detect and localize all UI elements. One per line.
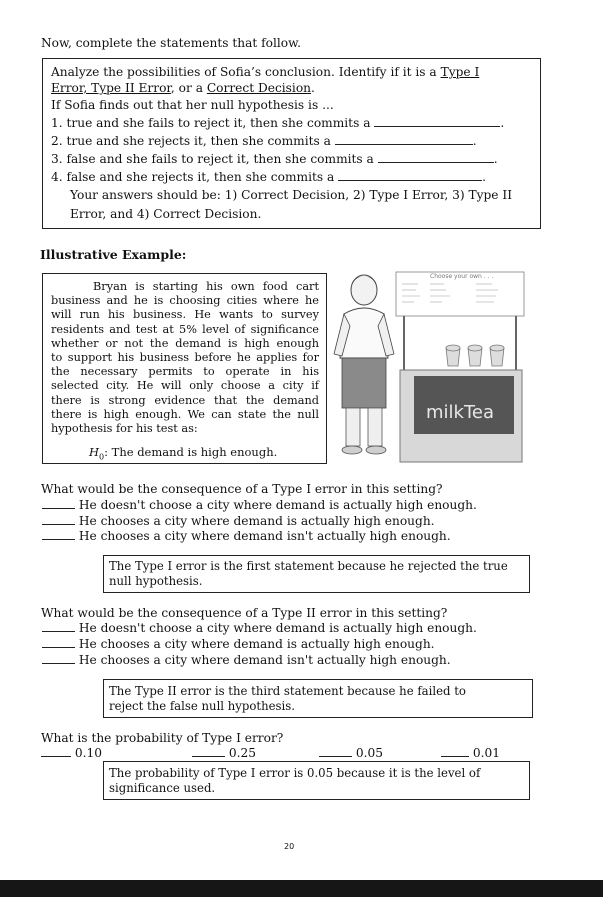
paragraph-line: selected city. He will only choose a city if: [51, 379, 319, 393]
task-line-2: Error, Type II Error, or a Correct Decision.: [51, 81, 315, 95]
answer-blank[interactable]: [192, 746, 225, 757]
task-item-1: 1. true and she fails to reject it, then she commits a .: [51, 116, 505, 130]
example-paragraph: [51, 280, 319, 436]
answer-blank[interactable]: [319, 746, 352, 757]
q3-answer-line-2: significance used.: [109, 781, 216, 795]
answer-note-line-2: Error, and 4) Correct Decision.: [70, 207, 262, 221]
task-item-3: 3. false and she fails to reject it, then she commits a .: [51, 152, 498, 166]
q2-option-1: He doesn't choose a city where demand is actually high enough.: [42, 621, 477, 636]
answer-note-line-1: Your answers should be: 1) Correct Decision, 2) Type I Error, 3) Type II: [70, 188, 513, 202]
example-heading: Illustrative Example:: [40, 247, 187, 262]
q1-option-3: He chooses a city where demand isn't actually high enough.: [42, 529, 451, 544]
answer-blank[interactable]: [378, 152, 494, 163]
task-line-1: Analyze the possibilities of Sofia’s conclusion. Identify if it is a Type I: [51, 65, 480, 79]
q2-question: What would be the consequence of a Type II error in this setting?: [41, 606, 448, 620]
brand-logo: milkTea: [426, 402, 495, 423]
q2-option-3: He chooses a city where demand isn't actually high enough.: [42, 653, 451, 668]
q1-question: What would be the consequence of a Type I error in this setting?: [41, 482, 443, 496]
paragraph-line: business and he is choosing cities where he: [51, 294, 319, 308]
tea-cups: [446, 345, 504, 366]
paragraph-line: to support his business before he applies for: [51, 351, 319, 365]
q1-option-1: He doesn't choose a city where demand is actually high enough.: [42, 498, 477, 513]
paragraph-line: the necessary permits to operate in his: [51, 365, 319, 379]
paragraph-line: hypothesis for his test as:: [51, 422, 198, 436]
if-line: If Sofia finds out that her null hypothesis is ...: [51, 98, 334, 112]
paragraph-line: whether or not the demand is high enough: [51, 336, 319, 350]
answer-blank[interactable]: [42, 621, 75, 632]
answer-blank[interactable]: [42, 498, 75, 509]
page-number: 20: [284, 842, 295, 851]
answer-blank[interactable]: [42, 514, 75, 525]
q1-answer-line-1: The Type I error is the first statement because he rejected the true: [109, 559, 508, 573]
answer-blank[interactable]: [374, 116, 500, 127]
task-box: [42, 58, 541, 229]
bottom-bar: [0, 880, 603, 897]
answer-blank[interactable]: [42, 637, 75, 648]
answer-blank[interactable]: [41, 746, 71, 757]
answer-blank[interactable]: [441, 746, 469, 757]
paragraph-line: there is high enough. We can state the null: [51, 407, 319, 421]
q2-answer-box: [103, 679, 533, 718]
q3-choice-1: 0.10: [41, 746, 102, 761]
answer-blank[interactable]: [338, 170, 482, 181]
food-cart-illustration: [330, 262, 530, 468]
q3-question: What is the probability of Type I error?: [41, 731, 284, 745]
illustration-svg: [330, 262, 530, 468]
q1-answer-line-2: null hypothesis.: [109, 574, 203, 588]
paragraph-line: residents and test at 5% level of significance: [51, 322, 319, 336]
q3-answer-line-1: The probability of Type I error is 0.05 because it is the level of: [109, 766, 481, 780]
paragraph-line: Bryan is starting his own food cart: [93, 280, 319, 293]
q1-option-2: He chooses a city where demand is actually high enough.: [42, 514, 435, 529]
sign-title: Choose your own . . .: [430, 273, 494, 280]
boy-figure: [334, 275, 394, 454]
paragraph-line: will run his business. He wants to survey: [51, 308, 319, 322]
q2-answer-line-1: The Type II error is the third statement because he failed to: [109, 684, 466, 698]
q2-option-2: He chooses a city where demand is actually high enough.: [42, 637, 435, 652]
answer-blank[interactable]: [42, 653, 75, 664]
q1-answer-box: [103, 555, 530, 593]
q3-choice-4: 0.01: [441, 746, 500, 761]
task-item-4: 4. false and she rejects it, then she commits a .: [51, 170, 487, 184]
intro-text: Now, complete the statements that follow.: [41, 36, 301, 50]
q3-choice-3: 0.05: [319, 746, 383, 761]
q3-answer-box: [103, 761, 530, 800]
q3-choice-2: 0.25: [192, 746, 256, 761]
null-hypothesis: $H_0$: The demand is high enough.: [89, 445, 278, 462]
paragraph-line: there is strong evidence that the demand: [51, 393, 319, 407]
task-item-2: 2. true and she rejects it, then she commits a .: [51, 134, 477, 148]
example-box: [42, 273, 327, 464]
answer-blank[interactable]: [42, 529, 75, 540]
answer-blank[interactable]: [335, 134, 473, 145]
q2-answer-line-2: reject the false null hypothesis.: [109, 699, 296, 713]
